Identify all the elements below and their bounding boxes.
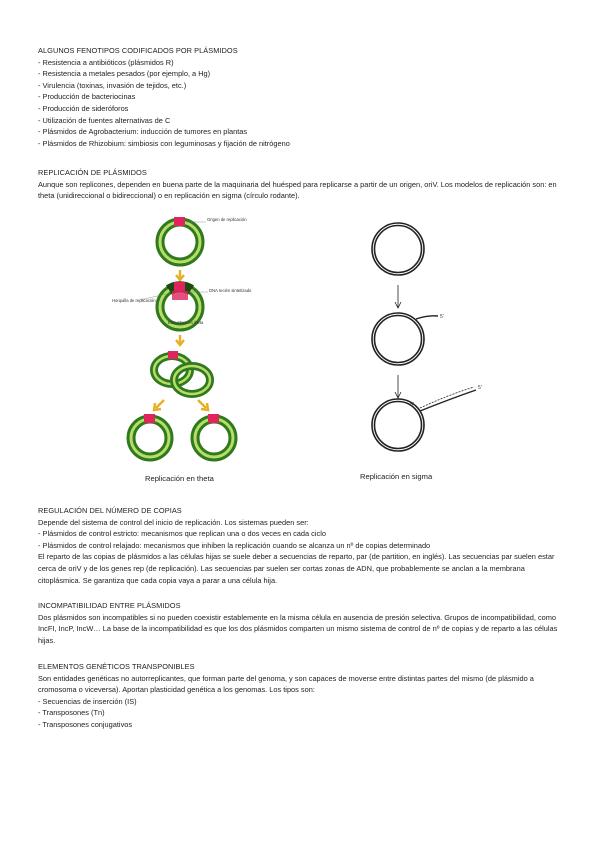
elementos-paragraph: Son entidades genéticas no autorreplicantes, que forman parte del genoma, y son capaces de moverse entre distintas partes del mismo (de plásmido a cromosoma o viceversa). Aportan plasticidad genética a los genomas. Los tipos son:	[38, 673, 534, 695]
sigma-circle-1	[372, 223, 424, 275]
list-item: - Producción de sideróforos	[38, 103, 129, 113]
label-horquilla: Horquilla de replicación	[112, 298, 156, 303]
fenotipos-list	[38, 57, 566, 150]
list-item: - Transposones (Tn)	[38, 708, 105, 718]
sigma-circle-3	[372, 387, 476, 451]
list-item: - Plásmidos de Rhizobium: simbiosis con leguminosas y fijación de nitrógeno	[38, 138, 290, 148]
sigma-caption: Replicación en sigma	[360, 472, 433, 481]
down-arrow-icon	[395, 375, 401, 398]
origin-marker	[174, 217, 185, 226]
origin-marker	[144, 414, 155, 423]
regulacion-line: - Plásmidos de control relajado: mecanismos que inhiben la replicación cuando se alcanza un nº de copias determinado	[38, 540, 431, 550]
elementos-section	[38, 661, 566, 731]
label-5prime: 5'	[478, 385, 482, 391]
down-arrow-icon	[176, 335, 184, 345]
plasmid-ring-1	[160, 217, 206, 262]
theta-caption: Replicación en theta	[145, 474, 214, 483]
regulacion-line: Depende del sistema de control del inicio de replicación. Los sistemas pueden ser:	[38, 517, 309, 527]
plasmid-ring-3	[154, 351, 210, 394]
incompatibilidad-section	[38, 600, 566, 646]
list-item: - Transposones conjugativos	[38, 719, 133, 729]
replicacion-heading: REPLICACIÓN DE PLÁSMIDOS	[38, 168, 147, 177]
elementos-list	[38, 696, 566, 731]
list-item: - Virulencia (toxinas, invasión de tejidos, etc.)	[38, 80, 187, 90]
daughter-plasmid-left	[131, 414, 169, 457]
list-item: - Resistencia a antibióticos (plásmidos R)	[38, 57, 174, 67]
origin-marker	[174, 282, 185, 291]
label-origen: Origen de replicación	[207, 217, 247, 222]
incompatibilidad-heading: INCOMPATIBILIDAD ENTRE PLÁSMIDOS	[38, 601, 181, 610]
down-arrow-icon	[395, 285, 401, 308]
label-estructura: Estructura en theta	[168, 320, 204, 325]
sigma-replication-diagram	[350, 215, 500, 460]
label-5prime: 5'	[410, 402, 414, 408]
list-item: - Secuencias de inserción (IS)	[38, 696, 137, 706]
list-item: - Utilización de fuentes alternativas de C	[38, 115, 171, 125]
label-dna-nuevo: DNA recién sintetizado	[209, 288, 252, 293]
daughter-plasmid-right	[195, 414, 233, 457]
regulacion-paragraph: El reparto de las copias de plásmidos a las células hijas se suele deber a secuencias de reparto, par (de partition, en inglés). Las secuencias par suelen estar cerca de oriV y de los genes rep (de replicación). Las secuencias par suelen ser cortas zonas de ADN, que probablemente se anclan a la membrana citoplásmica. Se garantiza que cada copia vaya a parar a una célula hija.	[38, 552, 555, 585]
origin-marker	[208, 414, 219, 423]
down-left-arrow-icon	[154, 400, 164, 410]
fenotipos-heading: ALGUNOS FENOTIPOS CODIFICADOS POR PLÁSMIDOS	[38, 46, 238, 55]
incompatibilidad-paragraph: Dos plásmidos son incompatibles si no pueden coexistir establemente en la misma célula en ausencia de presión selectiva. Grupos de incompatibilidad, como IncFI, IncP, IncW… La base de la incompatibilidad es que los dos plásmidos comparten un mismo sistema de control de nº de copias y de reparto a las células hijas.	[38, 612, 558, 645]
origin-marker	[168, 351, 178, 359]
list-item: - Resistencia a metales pesados (por ejemplo, a Hg)	[38, 69, 211, 79]
label-5prime: 5'	[440, 314, 444, 320]
replicacion-paragraph: Aunque son replicones, dependen en buena parte de la maquinaria del huésped para replicarse a partir de un origen, oriV. Los modelos de replicación son: en theta (unidireccional o bidireccional) o en replicación en sigma (círculo rodante).	[38, 179, 557, 201]
fenotipos-section	[38, 45, 566, 149]
theta-replication-diagram	[110, 212, 260, 472]
down-right-arrow-icon	[198, 400, 208, 410]
regulacion-section	[38, 505, 566, 586]
down-arrow-icon	[176, 270, 184, 280]
regulacion-line: - Plásmidos de control estricto: mecanismos que replican una o dos veces en cada ciclo	[38, 529, 326, 539]
list-item: - Producción de bacteriocinas	[38, 92, 136, 102]
list-item: - Plásmidos de Agrobacterium: inducción de tumores en plantas	[38, 127, 248, 137]
elementos-heading: ELEMENTOS GENÉTICOS TRANSPONIBLES	[38, 662, 195, 671]
replicacion-section	[38, 167, 566, 202]
sigma-circle-2	[372, 313, 438, 365]
regulacion-heading: REGULACIÓN DEL NÚMERO DE COPIAS	[38, 506, 182, 515]
